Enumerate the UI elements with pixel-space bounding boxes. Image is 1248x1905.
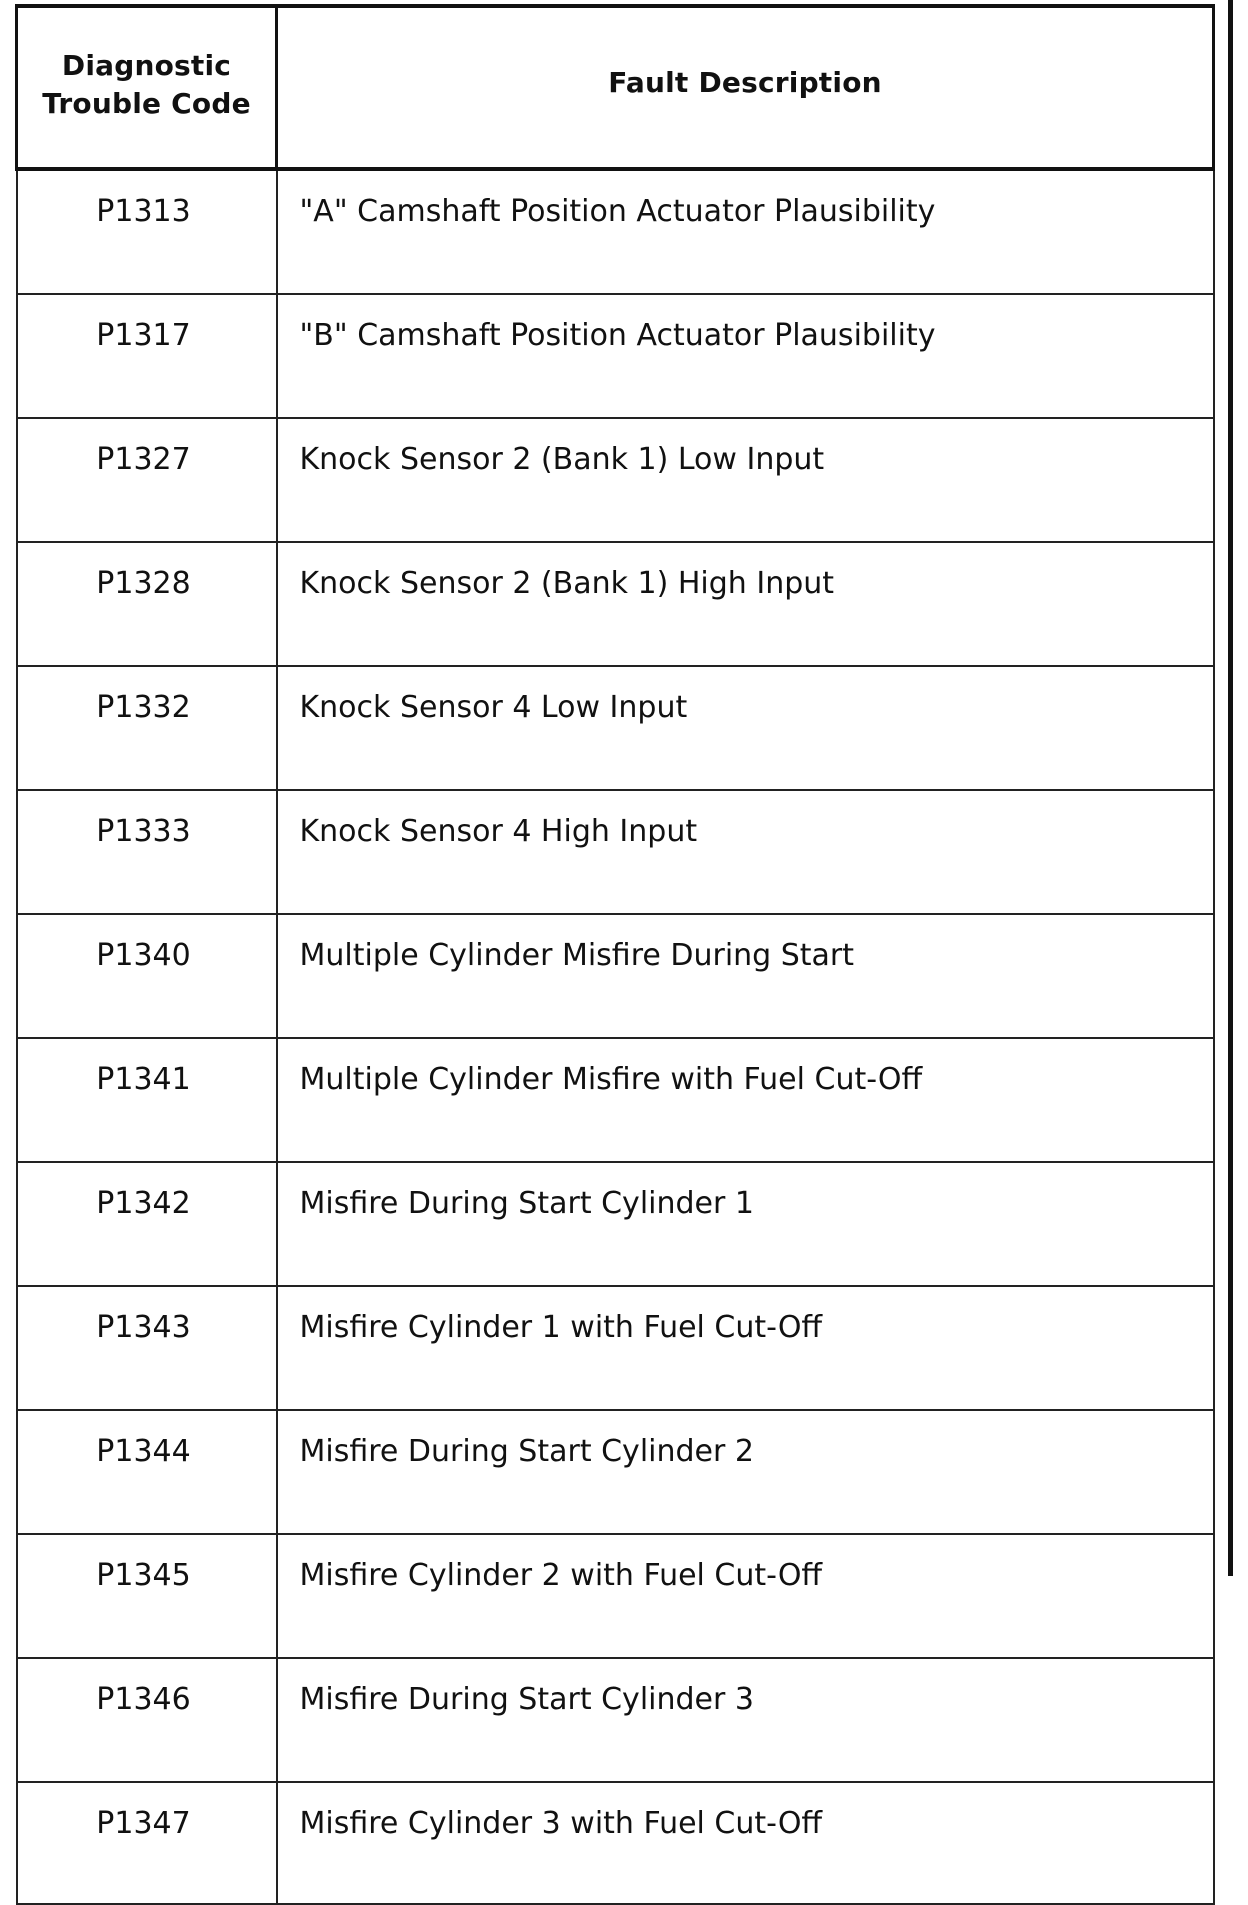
table-row [17, 914, 1214, 1038]
dtc-code-cell: P1342 [17, 1162, 277, 1286]
table-row [17, 790, 1214, 914]
dtc-code-cell: P1341 [17, 1038, 277, 1162]
table-row [17, 418, 1214, 542]
fault-description-cell: Knock Sensor 4 High Input [277, 790, 1214, 914]
fault-description-cell: Knock Sensor 2 (Bank 1) High Input [277, 542, 1214, 666]
table-row [17, 1658, 1214, 1782]
table-row [17, 169, 1214, 294]
fault-description-cell: Misfire Cylinder 3 with Fuel Cut-Off [277, 1782, 1214, 1904]
fault-description-cell: Misfire During Start Cylinder 2 [277, 1410, 1214, 1534]
table-header [17, 6, 1214, 169]
header-code-line2: Trouble Code [42, 86, 251, 120]
fault-description-cell: Misfire Cylinder 2 with Fuel Cut-Off [277, 1534, 1214, 1658]
dtc-code-cell: P1313 [17, 169, 277, 294]
dtc-code-cell: P1347 [17, 1782, 277, 1904]
dtc-code-cell: P1333 [17, 790, 277, 914]
dtc-code-cell: P1346 [17, 1658, 277, 1782]
table-row [17, 294, 1214, 418]
fault-description-cell: Multiple Cylinder Misfire During Start [277, 914, 1214, 1038]
table-row [17, 1162, 1214, 1286]
fault-description-cell: "B" Camshaft Position Actuator Plausibility [277, 294, 1214, 418]
table-row [17, 1410, 1214, 1534]
dtc-code-cell: P1317 [17, 294, 277, 418]
fault-description-cell: Knock Sensor 4 Low Input [277, 666, 1214, 790]
header-code-line1: Diagnostic [61, 48, 232, 82]
fault-description-cell: "A" Camshaft Position Actuator Plausibility [277, 169, 1214, 294]
fault-description-cell: Misfire Cylinder 1 with Fuel Cut-Off [277, 1286, 1214, 1410]
fault-description-cell: Knock Sensor 2 (Bank 1) Low Input [277, 418, 1214, 542]
table-row [17, 1782, 1214, 1904]
dtc-code-cell: P1328 [17, 542, 277, 666]
table-row [17, 542, 1214, 666]
table-row [17, 1038, 1214, 1162]
dtc-code-cell: P1344 [17, 1410, 277, 1534]
header-diagnostic-trouble-code [17, 6, 277, 169]
dtc-code-cell: P1340 [17, 914, 277, 1038]
page-edge-rule [1228, 0, 1233, 1576]
fault-description-cell: Multiple Cylinder Misfire with Fuel Cut-Off [277, 1038, 1214, 1162]
table-row [17, 1534, 1214, 1658]
dtc-code-cell: P1332 [17, 666, 277, 790]
dtc-code-cell: P1327 [17, 418, 277, 542]
dtc-code-cell: P1345 [17, 1534, 277, 1658]
fault-description-cell: Misfire During Start Cylinder 1 [277, 1162, 1214, 1286]
table-row [17, 666, 1214, 790]
fault-description-cell: Misfire During Start Cylinder 3 [277, 1658, 1214, 1782]
header-row [17, 6, 1214, 169]
dtc-table [15, 4, 1215, 1905]
table-body [17, 169, 1214, 1904]
dtc-code-cell: P1343 [17, 1286, 277, 1410]
table-row [17, 1286, 1214, 1410]
header-fault-description: Fault Description [277, 6, 1214, 169]
